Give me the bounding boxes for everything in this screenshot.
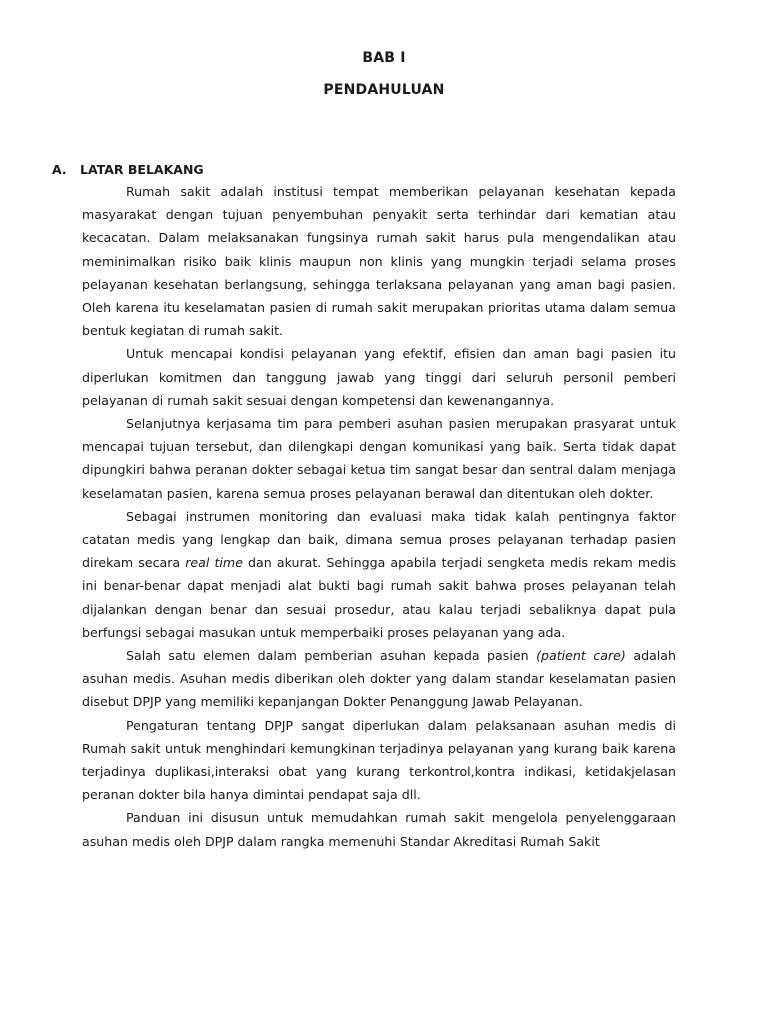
paragraph-1: Rumah sakit adalah institusi tempat memberikan pelayanan kesehatan kepada masyarakat dengan tujuan penyembuhan penyakit serta terhindar dari kematian atau kecacatan. Dalam melaksanakan fungsinya rumah sakit harus pula mengendalikan atau meminimalkan risiko baik klinis maupun non klinis yang mungkin terjadi selama proses pelayanan kesehatan berlangsung, sehingga terlaksana pelayanan yang aman bagi pasien. Oleh karena itu keselamatan pasien di rumah sakit merupakan prioritas utama dalam semua bentuk kegiatan di rumah sakit. — [82, 184, 676, 339]
paragraph-2: Untuk mencapai kondisi pelayanan yang efektif, efisien dan aman bagi pasien itu diperlukan komitmen dan tanggung jawab yang tinggi dari seluruh personil pemberi pelayanan di rumah sakit sesuai dengan kompetensi dan kewenangannya. — [82, 346, 676, 408]
paragraph-5 — [82, 644, 676, 714]
paragraph-4-part-1: Sebagai instrumen monitoring dan evaluasi maka tidak kalah pentingnya faktor catatan medis yang lengkap dan baik, dimana semua proses pelayanan terhadap pasien direkam secara — [82, 508, 676, 571]
paragraph-7: Panduan ini disusun untuk memudahkan rumah sakit mengelola penyelenggaraan asuhan medis oleh DPJP dalam rangka memenuhi Standar Akreditasi Rumah Sakit — [82, 810, 676, 849]
body-text — [82, 180, 676, 853]
paragraph-5-part-2: adalah asuhan medis. Asuhan medis diberikan oleh dokter yang dalam standar keselamatan pasien disebut DPJP yang memiliki kepanjangan Dokter Penanggung Jawab Pelayanan. — [82, 648, 676, 710]
paragraph-5-part-1: Salah satu elemen dalam pemberian asuhan kepada pasien — [126, 648, 537, 664]
paragraph-4 — [82, 505, 676, 644]
paragraph-3: Selanjutnya kerjasama tim para pemberi asuhan pasien merupakan prasyarat untuk mencapai tujuan tersebut, dan dilengkapi dengan komunikasi yang baik. Serta tidak dapat dipungkiri bahwa peranan dokter sebagai ketua tim sangat besar dan sentral dalam menjaga keselamatan pasien, karena semua proses pelayanan berawal dan ditentukan oleh dokter. — [82, 416, 676, 501]
section-title: LATAR BELAKANG — [80, 162, 204, 177]
section-number: A. — [52, 162, 67, 177]
paragraph-4-part-2: dan akurat. Sehingga apabila terjadi sengketa medis rekam medis ini benar-benar dapat menjadi alat bukti bagi rumah sakit bahwa proses pelayanan telah dijalankan dengan benar dan sesuai prosedur, atau kalau terjadi sebaliknya dapat pula berfungsi sebagai masukan untuk memperbaiki proses pelayanan yang ada. — [82, 555, 676, 640]
paragraph-4-emphasis: real time — [185, 555, 243, 571]
paragraph-6: Pengaturan tentang DPJP sangat diperlukan dalam pelaksanaan asuhan medis di Rumah sakit untuk menghindari kemungkinan terjadinya pelayanan yang kurang baik karena terjadinya duplikasi,interaksi obat yang kurang terkontrol,kontra indikasi, ketidakjelasan peranan dokter bila hanya dimintai pendapat saja dll. — [82, 717, 676, 803]
chapter-title: PENDAHULUAN — [323, 82, 445, 98]
section-heading — [52, 162, 204, 177]
chapter-label: BAB I — [362, 50, 406, 66]
paragraph-5-emphasis: (patient care) — [536, 648, 626, 664]
